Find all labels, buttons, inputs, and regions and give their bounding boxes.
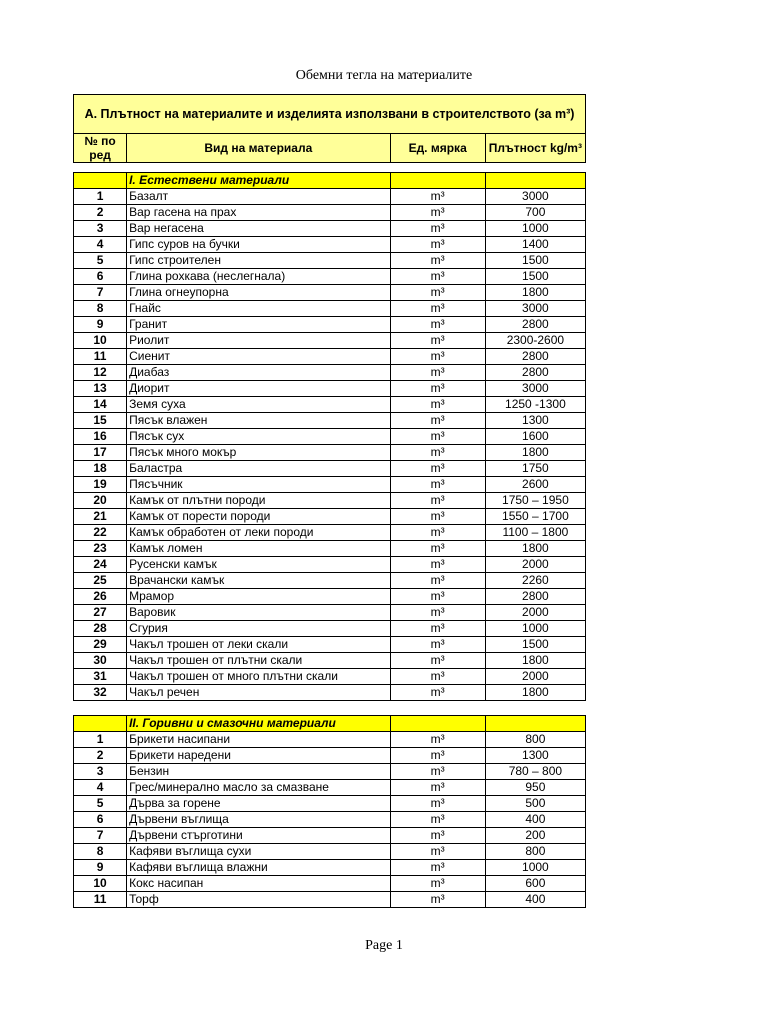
table-row [74,621,586,637]
row-number: 7 [74,828,127,844]
unit-cell: m³ [390,429,485,445]
table-row [74,892,586,908]
unit-cell: m³ [390,189,485,205]
table-row [74,844,586,860]
unit-cell: m³ [390,541,485,557]
material-name: Кокс насипан [127,876,391,892]
table-row [74,397,586,413]
density-value: 2000 [485,605,585,621]
material-name: Земя суха [127,397,391,413]
density-value: 780 – 800 [485,764,585,780]
density-value: 1500 [485,637,585,653]
row-number: 22 [74,525,127,541]
unit-cell: m³ [390,333,485,349]
unit-cell: m³ [390,269,485,285]
table-row [74,780,586,796]
section-header-blank [390,716,485,732]
table-row [74,860,586,876]
unit-cell: m³ [390,381,485,397]
page-number: Page 1 [365,938,403,953]
unit-cell: m³ [390,764,485,780]
row-number: 24 [74,557,127,573]
material-name: Пясък влажен [127,413,391,429]
row-number: 5 [74,253,127,269]
table-row [74,461,586,477]
density-value: 1800 [485,445,585,461]
row-number: 2 [74,748,127,764]
section-table [73,172,586,701]
row-number: 21 [74,509,127,525]
table-row [74,669,586,685]
table-row [74,876,586,892]
table-row [74,269,586,285]
density-value: 1800 [485,541,585,557]
material-name: Мрамор [127,589,391,605]
table-row [74,828,586,844]
table-row [74,493,586,509]
row-number: 5 [74,796,127,812]
material-name: Чакъл речен [127,685,391,701]
table-row [74,732,586,748]
density-value: 1500 [485,253,585,269]
row-number: 11 [74,349,127,365]
density-value: 700 [485,205,585,221]
density-value: 800 [485,732,585,748]
density-value: 2300-2600 [485,333,585,349]
material-name: Бензин [127,764,391,780]
material-name: Диорит [127,381,391,397]
table-row [74,509,586,525]
section-header-blank [390,173,485,189]
unit-cell: m³ [390,477,485,493]
unit-cell: m³ [390,748,485,764]
column-header-no: № по ред [74,134,127,163]
material-name: Кафяви въглища влажни [127,860,391,876]
row-number: 13 [74,381,127,397]
unit-cell: m³ [390,876,485,892]
density-value: 950 [485,780,585,796]
row-number: 7 [74,285,127,301]
density-value: 200 [485,828,585,844]
unit-cell: m³ [390,493,485,509]
column-header-unit: Ед. мярка [390,134,485,163]
material-name: Сгурия [127,621,391,637]
material-name: Риолит [127,333,391,349]
section-header-blank [485,173,585,189]
unit-cell: m³ [390,237,485,253]
row-number: 32 [74,685,127,701]
unit-cell: m³ [390,557,485,573]
row-number: 30 [74,653,127,669]
unit-cell: m³ [390,860,485,876]
table-row [74,605,586,621]
unit-cell: m³ [390,349,485,365]
unit-cell: m³ [390,445,485,461]
material-name: Брикети насипани [127,732,391,748]
section-title: II. Горивни и смазочни материали [127,716,391,732]
unit-cell: m³ [390,285,485,301]
row-number: 9 [74,860,127,876]
table-row [74,429,586,445]
unit-cell: m³ [390,780,485,796]
row-number: 15 [74,413,127,429]
density-value: 2600 [485,477,585,493]
material-name: Варовик [127,605,391,621]
material-name: Торф [127,892,391,908]
row-number: 6 [74,269,127,285]
material-name: Глина огнеупорна [127,285,391,301]
material-name: Чакъл трошен от леки скали [127,637,391,653]
density-value: 1800 [485,285,585,301]
density-value: 1500 [485,269,585,285]
material-name: Пясък много мокър [127,445,391,461]
unit-cell: m³ [390,253,485,269]
density-value: 1300 [485,413,585,429]
table-row [74,557,586,573]
material-name: Гипс строителен [127,253,391,269]
table-heading: А. Плътност на материалите и изделията използвани в строителството (за m³) [74,95,586,134]
row-number: 11 [74,892,127,908]
density-value: 1000 [485,860,585,876]
row-number: 10 [74,333,127,349]
column-header-density: Плътност kg/m³ [485,134,585,163]
row-number: 25 [74,573,127,589]
row-number: 12 [74,365,127,381]
material-name: Пясъчник [127,477,391,493]
row-number: 1 [74,189,127,205]
table-row [74,413,586,429]
row-number: 18 [74,461,127,477]
material-name: Чакъл трошен от много плътни скали [127,669,391,685]
table-row [74,748,586,764]
table-row [74,285,586,301]
table-row [74,445,586,461]
density-value: 1600 [485,429,585,445]
density-value: 2800 [485,365,585,381]
unit-cell: m³ [390,205,485,221]
material-name: Русенски камък [127,557,391,573]
row-number: 20 [74,493,127,509]
table-row [74,573,586,589]
density-value: 1750 [485,461,585,477]
table-row [74,796,586,812]
table-row [74,764,586,780]
row-number: 28 [74,621,127,637]
table-header [73,94,586,163]
unit-cell: m³ [390,621,485,637]
material-name: Брикети наредени [127,748,391,764]
density-value: 1800 [485,685,585,701]
unit-cell: m³ [390,685,485,701]
material-name: Дърва за горене [127,796,391,812]
row-number: 10 [74,876,127,892]
table-row [74,685,586,701]
table-row [74,541,586,557]
row-number: 29 [74,637,127,653]
density-value: 500 [485,796,585,812]
material-name: Вар гасена на прах [127,205,391,221]
material-name: Гранит [127,317,391,333]
density-value: 1750 – 1950 [485,493,585,509]
material-name: Баластра [127,461,391,477]
density-value: 1550 – 1700 [485,509,585,525]
table-row [74,653,586,669]
material-name: Кафяви въглища сухи [127,844,391,860]
density-value: 1400 [485,237,585,253]
section-title: I. Естествени материали [127,173,391,189]
material-name: Дървени въглища [127,812,391,828]
material-name: Гипс суров на бучки [127,237,391,253]
material-name: Диабаз [127,365,391,381]
row-number: 4 [74,780,127,796]
row-number: 26 [74,589,127,605]
density-value: 1100 – 1800 [485,525,585,541]
table-row [74,237,586,253]
unit-cell: m³ [390,573,485,589]
table-row [74,812,586,828]
unit-cell: m³ [390,669,485,685]
table-row [74,381,586,397]
table-row [74,253,586,269]
unit-cell: m³ [390,221,485,237]
unit-cell: m³ [390,605,485,621]
material-name: Базалт [127,189,391,205]
row-number: 3 [74,764,127,780]
density-value: 1000 [485,221,585,237]
table-row [74,365,586,381]
table-row [74,333,586,349]
unit-cell: m³ [390,653,485,669]
table-row [74,589,586,605]
material-name: Пясък сух [127,429,391,445]
row-number: 1 [74,732,127,748]
row-number: 8 [74,844,127,860]
unit-cell: m³ [390,844,485,860]
material-name: Камък обработен от леки породи [127,525,391,541]
unit-cell: m³ [390,589,485,605]
material-name: Камък от порести породи [127,509,391,525]
density-value: 400 [485,892,585,908]
density-value: 3000 [485,189,585,205]
row-number: 19 [74,477,127,493]
table-row [74,349,586,365]
material-name: Чакъл трошен от плътни скали [127,653,391,669]
row-number: 8 [74,301,127,317]
density-value: 2800 [485,317,585,333]
material-name: Грес/минерално масло за смазване [127,780,391,796]
row-number: 2 [74,205,127,221]
unit-cell: m³ [390,732,485,748]
density-value: 2000 [485,557,585,573]
section-header-row [74,716,586,732]
unit-cell: m³ [390,828,485,844]
density-value: 800 [485,844,585,860]
material-name: Вар негасена [127,221,391,237]
material-name: Сиенит [127,349,391,365]
material-name: Камък от плътни породи [127,493,391,509]
material-name: Глина рохкава (неслегнала) [127,269,391,285]
density-value: 1250 -1300 [485,397,585,413]
material-name: Камък ломен [127,541,391,557]
row-number: 16 [74,429,127,445]
density-value: 2260 [485,573,585,589]
table-row [74,477,586,493]
row-number: 31 [74,669,127,685]
row-number: 6 [74,812,127,828]
section-header-row [74,173,586,189]
section-header-blank [74,173,127,189]
row-number: 4 [74,237,127,253]
density-value: 3000 [485,301,585,317]
density-value: 2800 [485,589,585,605]
unit-cell: m³ [390,317,485,333]
table-row [74,301,586,317]
table-row [74,221,586,237]
material-name: Врачански камък [127,573,391,589]
table-row [74,205,586,221]
material-name: Дървени стърготини [127,828,391,844]
density-value: 2800 [485,349,585,365]
density-value: 400 [485,812,585,828]
unit-cell: m³ [390,637,485,653]
material-name: Гнайс [127,301,391,317]
document-title: Обемни тегла на материалите [295,68,473,83]
unit-cell: m³ [390,812,485,828]
table-row [74,317,586,333]
row-number: 27 [74,605,127,621]
unit-cell: m³ [390,397,485,413]
unit-cell: m³ [390,413,485,429]
column-header-name: Вид на материала [127,134,390,163]
table-row [74,525,586,541]
unit-cell: m³ [390,301,485,317]
density-value: 3000 [485,381,585,397]
row-number: 3 [74,221,127,237]
density-value: 600 [485,876,585,892]
unit-cell: m³ [390,796,485,812]
row-number: 17 [74,445,127,461]
density-value: 1000 [485,621,585,637]
table-row [74,637,586,653]
density-value: 1300 [485,748,585,764]
unit-cell: m³ [390,525,485,541]
density-value: 2000 [485,669,585,685]
unit-cell: m³ [390,365,485,381]
section-header-blank [485,716,585,732]
row-number: 14 [74,397,127,413]
table-row [74,189,586,205]
unit-cell: m³ [390,892,485,908]
unit-cell: m³ [390,509,485,525]
row-number: 23 [74,541,127,557]
unit-cell: m³ [390,461,485,477]
density-value: 1800 [485,653,585,669]
row-number: 9 [74,317,127,333]
section-table [73,715,586,908]
section-header-blank [74,716,127,732]
